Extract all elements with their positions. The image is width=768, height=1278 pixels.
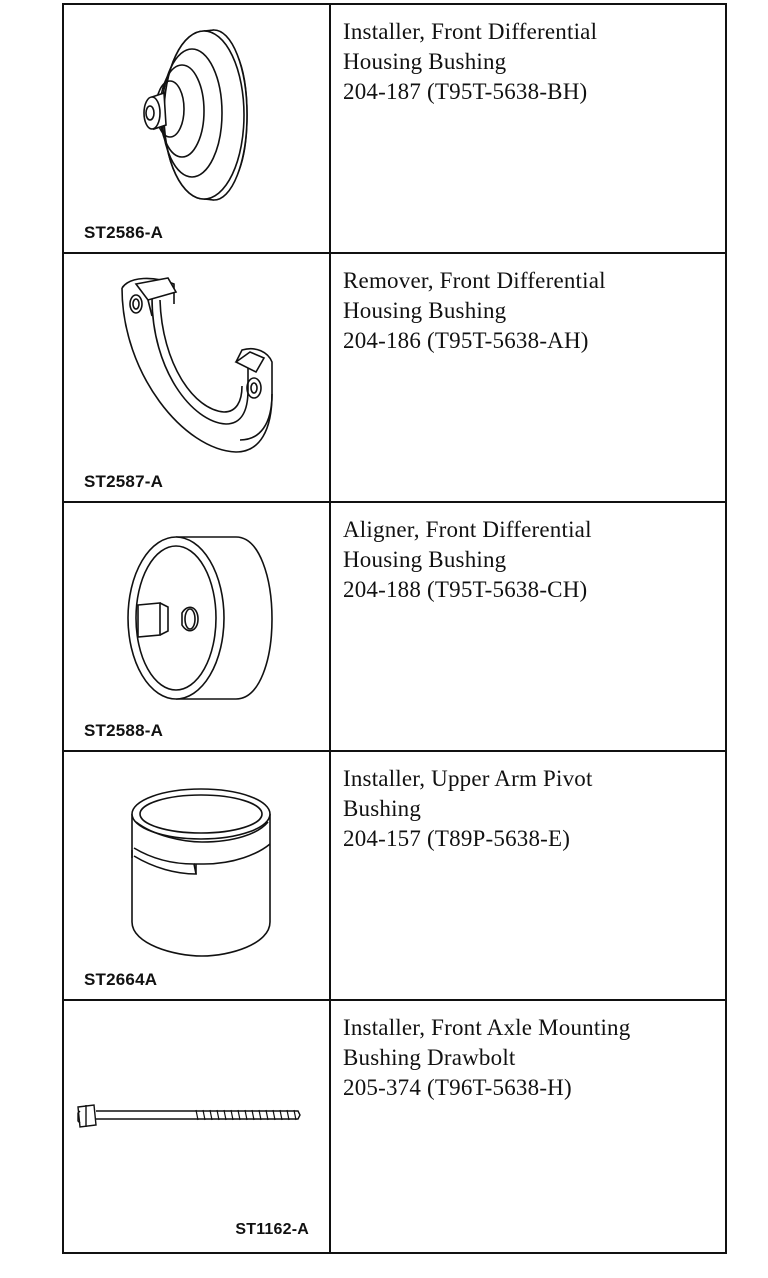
figure-code: ST2587-A <box>84 472 164 491</box>
tool-illustration-cell <box>63 502 330 751</box>
tool-description-cell <box>330 4 726 253</box>
installer-disc-illustration <box>64 5 329 254</box>
tool-name-line: Remover, Front Differential <box>343 268 606 293</box>
tool-name-line: Aligner, Front Differential <box>343 517 592 542</box>
tool-name-line: Housing Bushing <box>343 49 507 74</box>
tool-description-cell <box>330 502 726 751</box>
pivot-bushing-installer-illustration <box>64 752 329 1001</box>
tool-description-cell <box>330 1000 726 1253</box>
tool-row <box>63 253 726 502</box>
tool-name-line: Bushing <box>343 796 422 821</box>
figure-code: ST2586-A <box>84 223 164 242</box>
remover-half-ring-illustration <box>64 254 329 503</box>
special-tools-table <box>62 3 727 1254</box>
figure-code: ST2664A <box>84 970 158 989</box>
tool-number-line: 205-374 (T96T-5638-H) <box>343 1075 572 1100</box>
drawbolt-illustration <box>64 1001 329 1250</box>
tool-name-line: Installer, Upper Arm Pivot <box>343 766 593 791</box>
tool-row <box>63 4 726 253</box>
tool-description-cell <box>330 253 726 502</box>
tool-illustration-cell <box>63 751 330 1000</box>
tool-illustration-cell <box>63 4 330 253</box>
tool-number-line: 204-157 (T89P-5638-E) <box>343 826 571 851</box>
figure-code: ST1162-A <box>235 1221 309 1238</box>
tool-number-line: 204-187 (T95T-5638-BH) <box>343 79 588 104</box>
tool-number-line: 204-186 (T95T-5638-AH) <box>343 328 589 353</box>
figure-code: ST2588-A <box>84 721 164 740</box>
tool-name-line: Installer, Front Differential <box>343 19 598 44</box>
tool-illustration-cell <box>63 253 330 502</box>
tool-row <box>63 502 726 751</box>
tool-description-cell <box>330 751 726 1000</box>
tool-name-line: Installer, Front Axle Mounting <box>343 1015 631 1040</box>
tool-row <box>63 1000 726 1253</box>
tool-name-line: Housing Bushing <box>343 547 507 572</box>
tool-illustration-cell <box>63 1000 330 1253</box>
tool-name-line: Bushing Drawbolt <box>343 1045 516 1070</box>
tool-number-line: 204-188 (T95T-5638-CH) <box>343 577 588 602</box>
aligner-cup-illustration <box>64 503 329 752</box>
tool-row <box>63 751 726 1000</box>
tool-name-line: Housing Bushing <box>343 298 507 323</box>
